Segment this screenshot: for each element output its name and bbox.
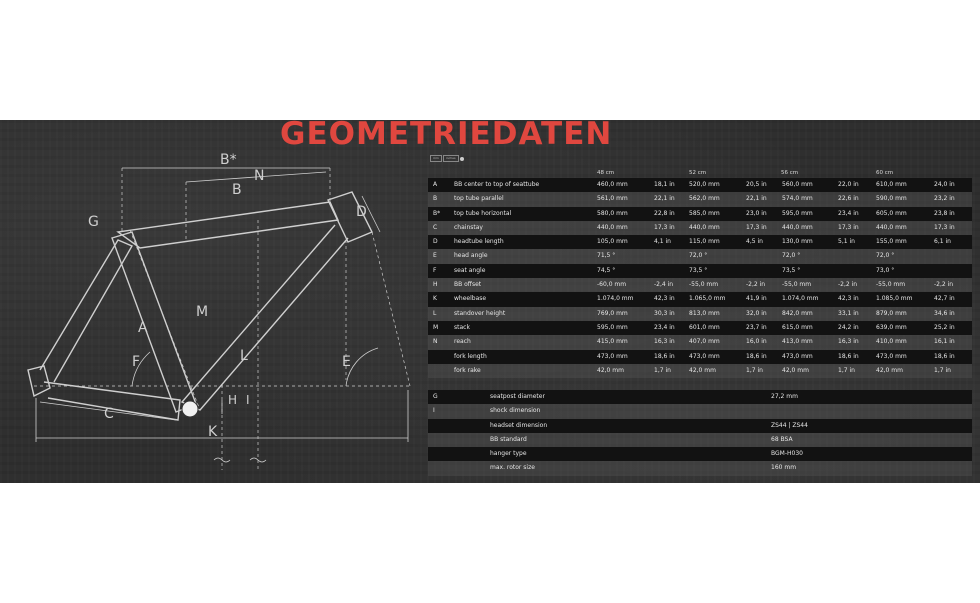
row-name: seatpost diameter [490,393,545,400]
row-value: 68 BSA [771,435,793,443]
row-code: D [433,238,438,246]
row-value: 16,3 in [654,338,675,346]
row-code: B [433,195,438,203]
row-name: shock dimension [490,407,541,415]
row-value: 460,0 mm [597,181,628,188]
row-name: BB center to top of seattube [454,181,540,188]
table-row [428,461,972,475]
row-value: -60,0 mm [597,281,627,289]
row-code: K [433,295,437,303]
row-value: 410,0 mm [876,338,907,346]
row-value: 17,3 in [934,223,955,231]
table-row [428,292,972,306]
row-value: 1,7 in [934,366,951,374]
unit-toggle[interactable] [430,155,464,162]
label-b-star: B* [220,152,237,168]
label-n: N [254,168,265,184]
row-code: M [433,323,439,331]
label-h: H [228,393,238,407]
table-row [428,249,972,263]
row-value: 18,6 in [838,352,859,360]
row-value: 1,7 in [654,366,671,374]
row-value: 562,0 mm [689,195,720,203]
row-value: 72,0 ° [782,252,801,260]
label-f: F [132,354,141,370]
row-value: 1,7 in [746,366,763,374]
row-value: 33,1 in [838,309,859,317]
row-value: 580,0 mm [597,209,628,217]
row-value: 440,0 mm [597,223,628,231]
row-value: 6,1 in [934,238,951,246]
row-value: 473,0 mm [876,352,907,360]
row-value: 561,0 mm [597,195,628,203]
row-code: C [433,223,438,231]
row-code: H [433,281,438,289]
label-k: K [208,424,218,440]
toggle-dot-icon [460,157,464,161]
row-value: 16,3 in [838,338,859,346]
table-row [428,221,972,235]
size-header-56: 56 cm [781,170,799,176]
row-value: 520,0 mm [689,181,720,188]
row-value: 23,2 in [934,195,955,203]
row-value: 4,5 in [746,238,763,246]
row-value: 22,8 in [654,209,675,217]
row-code: L [433,309,437,317]
row-value: 769,0 mm [597,309,628,317]
row-value: 42,0 mm [689,366,716,374]
row-name: top tube parallel [454,195,504,203]
row-code: B* [433,209,441,217]
row-value: 115,0 mm [689,238,720,246]
row-value: 1,7 in [838,366,855,374]
table-row [428,350,972,364]
label-b: B [232,182,242,198]
table-row [428,321,972,335]
row-value: 639,0 mm [876,323,907,331]
row-value: 473,0 mm [689,352,720,360]
row-value: 22,0 in [838,181,859,188]
row-name: BB standard [490,435,527,443]
row-value: 20,5 in [746,181,767,188]
components-table [428,390,972,476]
row-value: -55,0 mm [689,281,719,289]
row-value: 879,0 mm [876,309,907,317]
table-row [428,364,972,378]
row-value: -55,0 mm [782,281,812,289]
row-value: 560,0 mm [782,181,813,188]
row-value: 18,6 in [934,352,955,360]
row-value: 440,0 mm [689,223,720,231]
row-value: 155,0 mm [876,238,907,246]
row-value: 473,0 mm [597,352,628,360]
row-value: 105,0 mm [597,238,628,246]
row-value: 71,5 ° [597,252,616,260]
row-value: 23,4 in [654,323,675,331]
row-value: 22,1 in [654,195,675,203]
row-value: 32,0 in [746,309,767,317]
table-row [428,404,972,418]
row-value: 22,1 in [746,195,767,203]
table-row [428,307,972,321]
row-code: G [433,393,438,400]
unit-inches-button[interactable]: inches [443,155,459,162]
size-header-60: 60 cm [876,170,894,176]
row-name: seat angle [454,266,486,274]
row-value: 42,0 mm [597,366,624,374]
row-name: stack [454,323,470,331]
row-value: 73,5 ° [689,266,708,274]
table-row [428,433,972,447]
row-value: 34,6 in [934,309,955,317]
row-value: 41,9 in [746,295,767,303]
row-value: 813,0 mm [689,309,720,317]
label-i: I [246,393,250,407]
row-value: -2,2 in [746,281,766,289]
size-header-52: 52 cm [689,170,707,176]
row-value: 1.065,0 mm [689,295,726,303]
row-name: headset dimension [490,421,548,429]
row-name: fork rake [454,366,481,374]
row-value: 413,0 mm [782,338,813,346]
row-value: 610,0 mm [876,181,907,188]
row-value: 23,7 in [746,323,767,331]
table-row [428,264,972,278]
table-row [428,390,972,404]
row-value: 440,0 mm [782,223,813,231]
row-value: 42,3 in [654,295,675,303]
label-e: E [342,354,351,370]
row-value: 18,6 in [746,352,767,360]
bottom-bracket [182,401,198,417]
row-value: ZS44 | ZS44 [771,421,808,429]
geometry-table [428,178,972,378]
row-code: F [433,266,437,274]
row-value: 72,0 ° [876,252,895,260]
table-row [428,192,972,206]
row-value: 595,0 mm [597,323,628,331]
row-value: 595,0 mm [782,209,813,217]
row-value: 1.085,0 mm [876,295,913,303]
row-name: head angle [454,252,488,260]
row-value: 73,0 ° [876,266,895,274]
label-a: A [138,320,148,336]
row-value: 16,1 in [934,338,955,346]
row-name: hanger type [490,450,527,458]
label-g: G [88,214,99,230]
table-row [428,419,972,433]
seatstay [40,240,132,382]
table-row [428,207,972,221]
row-value: 42,0 mm [782,366,809,374]
table-row [428,278,972,292]
row-value: 160 mm [771,464,797,472]
row-code: N [433,338,438,346]
row-value: 23,0 in [746,209,767,217]
row-value: 22,6 in [838,195,859,203]
row-value: -55,0 mm [876,281,906,289]
row-value: BGM-H030 [771,450,803,458]
row-value: -2,2 in [838,281,858,289]
row-name: fork length [454,352,487,360]
row-value: 27,2 mm [771,393,798,400]
unit-mm-button[interactable]: mm [430,155,442,162]
row-value: 74,5 ° [597,266,616,274]
label-m: M [196,304,209,320]
row-value: 30,3 in [654,309,675,317]
table-row [428,447,972,461]
top-tube [118,202,338,248]
row-value: -2,2 in [934,281,954,289]
row-name: max. rotor size [490,464,535,472]
row-code: I [433,407,435,415]
page-title: GEOMETRIEDATEN [280,116,613,152]
row-value: 585,0 mm [689,209,720,217]
row-value: 16,0 in [746,338,767,346]
row-value: 73,5 ° [782,266,801,274]
row-value: 4,1 in [654,238,671,246]
row-value: 5,1 in [838,238,855,246]
table-row [428,235,972,249]
row-value: 24,0 in [934,181,955,188]
row-value: 24,2 in [838,323,859,331]
row-value: 72,0 ° [689,252,708,260]
label-c: C [104,406,114,422]
frame-geometry-diagram [0,120,425,483]
row-value: 17,3 in [654,223,675,231]
row-value: 42,0 mm [876,366,903,374]
row-name: headtube length [454,238,504,246]
table-row [428,335,972,349]
row-value: 42,7 in [934,295,955,303]
row-name: BB offset [454,281,482,289]
row-value: 25,2 in [934,323,955,331]
row-value: 42,3 in [838,295,859,303]
label-d: D [356,204,367,220]
row-code: A [433,181,438,188]
row-name: chainstay [454,223,483,231]
label-l: L [240,348,248,364]
row-value: 23,8 in [934,209,955,217]
row-value: 440,0 mm [876,223,907,231]
row-value: 17,3 in [838,223,859,231]
row-value: 18,6 in [654,352,675,360]
row-value: 23,4 in [838,209,859,217]
row-value: 842,0 mm [782,309,813,317]
row-value: 415,0 mm [597,338,628,346]
row-value: 605,0 mm [876,209,907,217]
row-name: top tube horizontal [454,209,512,217]
row-name: wheelbase [454,295,487,303]
row-code: E [433,252,437,260]
row-value: 1.074,0 mm [597,295,634,303]
row-value: 1.074,0 mm [782,295,819,303]
row-value: 473,0 mm [782,352,813,360]
row-value: 17,3 in [746,223,767,231]
row-value: 615,0 mm [782,323,813,331]
row-value: 601,0 mm [689,323,720,331]
row-name: standover height [454,309,506,317]
row-value: 407,0 mm [689,338,720,346]
row-value: 590,0 mm [876,195,907,203]
row-value: -2,4 in [654,281,674,289]
table-row [428,178,972,192]
row-value: 18,1 in [654,181,675,188]
size-header-48: 48 cm [597,170,615,176]
rear-dropout [28,366,50,396]
row-value: 574,0 mm [782,195,813,203]
row-value: 130,0 mm [782,238,813,246]
row-name: reach [454,338,471,346]
